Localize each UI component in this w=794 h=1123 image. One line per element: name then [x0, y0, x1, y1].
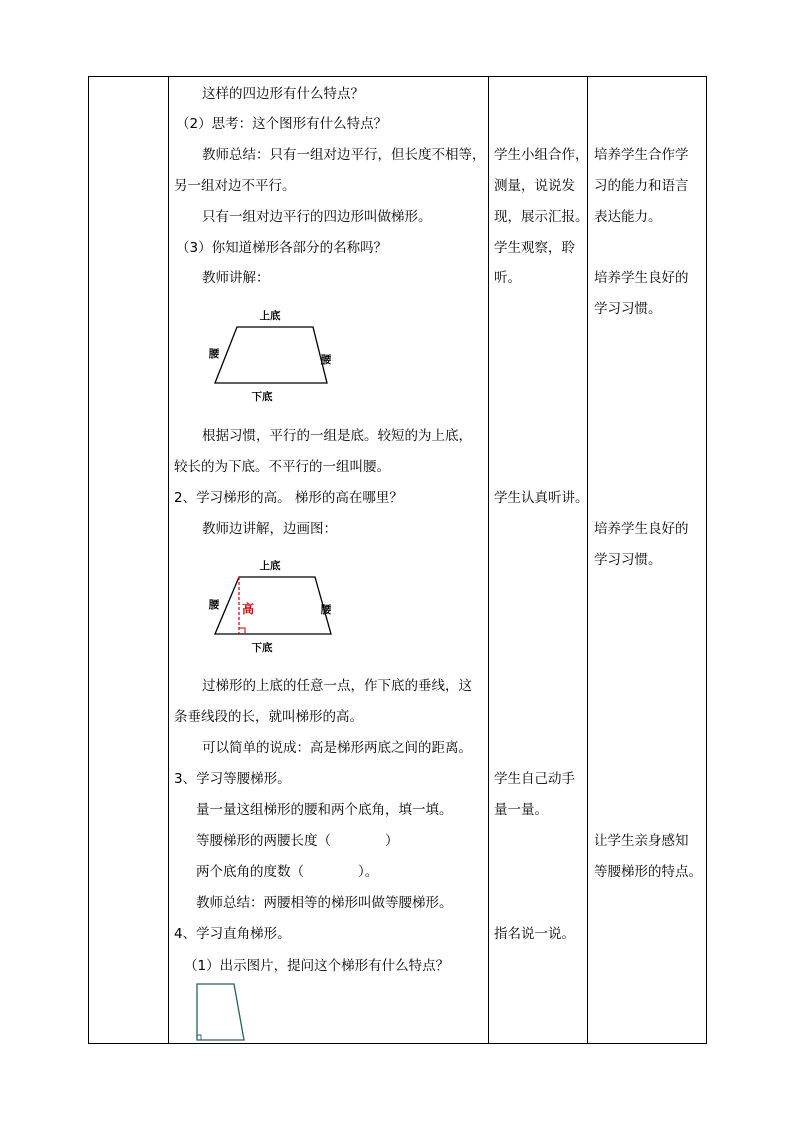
trapezoid-figure-1: [200, 300, 350, 410]
intent-text: 习的能力和语言: [594, 178, 689, 194]
intent-text: 培养学生良好的: [594, 521, 689, 537]
lower-base-label: 下底: [251, 391, 273, 403]
left-leg-label: 腰: [208, 599, 220, 611]
upper-base-label: 上底: [259, 560, 281, 572]
student-text: 学生观察，聆: [494, 240, 575, 256]
right-angle-mark: [239, 628, 245, 634]
intent-text: 学习习惯。: [594, 552, 662, 568]
lesson-text: 根据习惯，平行的一组是底。较短的为上底，: [202, 428, 472, 444]
lesson-text: 两个底角的度数（ ）。: [196, 864, 379, 880]
lesson-text: （1）出示图片，提问这个梯形有什么特点？: [184, 958, 450, 974]
lesson-text: 教师讲解：: [202, 270, 270, 286]
student-text: 指名说一说。: [494, 926, 575, 942]
lesson-text: 3、学习等腰梯形。: [174, 771, 291, 787]
student-text: 测量，说说发: [494, 178, 575, 194]
student-text: 量一量。: [494, 802, 548, 818]
lesson-text: 4、学习直角梯形。: [174, 926, 291, 942]
trapezoid-shape: [215, 327, 327, 383]
lesson-text: 较长的为下底。不平行的一组叫腰。: [174, 459, 390, 475]
lesson-text: 这样的四边形有什么特点？: [202, 86, 364, 102]
column-divider-2: [488, 76, 489, 1044]
student-text: 学生小组合作，: [494, 147, 589, 163]
student-text: 现，展示汇报。: [494, 209, 589, 225]
lesson-text: 条垂线段的长，就叫梯形的高。: [174, 709, 363, 725]
student-text: 听。: [494, 270, 521, 286]
lesson-text: 量一量这组梯形的腰和两个底角，填一填。: [196, 802, 453, 818]
lesson-text: 教师边讲解，边画图：: [202, 521, 337, 537]
trapezoid-shape: [215, 577, 331, 634]
lesson-text: 教师总结：两腰相等的梯形叫做等腰梯形。: [196, 895, 453, 911]
intent-text: 培养学生合作学: [594, 147, 689, 163]
lesson-text: 教师总结：只有一组对边平行，但长度不相等，: [202, 147, 486, 163]
lesson-text: 过梯形的上底的任意一点，作下底的垂线，这: [202, 678, 472, 694]
intent-text: 等腰梯形的特点。: [594, 864, 702, 880]
lesson-text: （3）你知道梯形各部分的名称吗？: [176, 240, 388, 256]
student-text: 学生认真听讲。: [494, 490, 589, 506]
trapezoid-height-figure: [200, 550, 350, 660]
intent-text: 表达能力。: [594, 209, 662, 225]
lesson-text: 等腰梯形的两腰长度（ ）: [196, 833, 399, 849]
left-leg-label: 腰: [208, 348, 220, 360]
upper-base-label: 上底: [259, 310, 281, 322]
lesson-text: 2、学习梯形的高。 梯形的高在哪里？: [174, 490, 403, 506]
lesson-text: 可以简单的说成：高是梯形两底之间的距离。: [202, 740, 472, 756]
lower-base-label: 下底: [251, 642, 273, 654]
height-label: 高: [241, 602, 255, 616]
student-text: 学生自己动手: [494, 771, 575, 787]
lesson-text: 只有一组对边平行的四边形叫做梯形。: [202, 209, 432, 225]
right-trapezoid-shape: [197, 984, 244, 1040]
intent-text: 学习习惯。: [594, 301, 662, 317]
right-leg-label: 腰: [320, 354, 332, 366]
lesson-text: （2）思考：这个图形有什么特点？: [176, 116, 388, 132]
lesson-text: 另一组对边不平行。: [174, 178, 296, 194]
right-trapezoid-figure: [190, 980, 260, 1044]
intent-text: 让学生亲身感知: [594, 833, 689, 849]
right-leg-label: 腰: [320, 604, 332, 616]
intent-text: 培养学生良好的: [594, 270, 689, 286]
column-divider-1: [168, 76, 169, 1044]
